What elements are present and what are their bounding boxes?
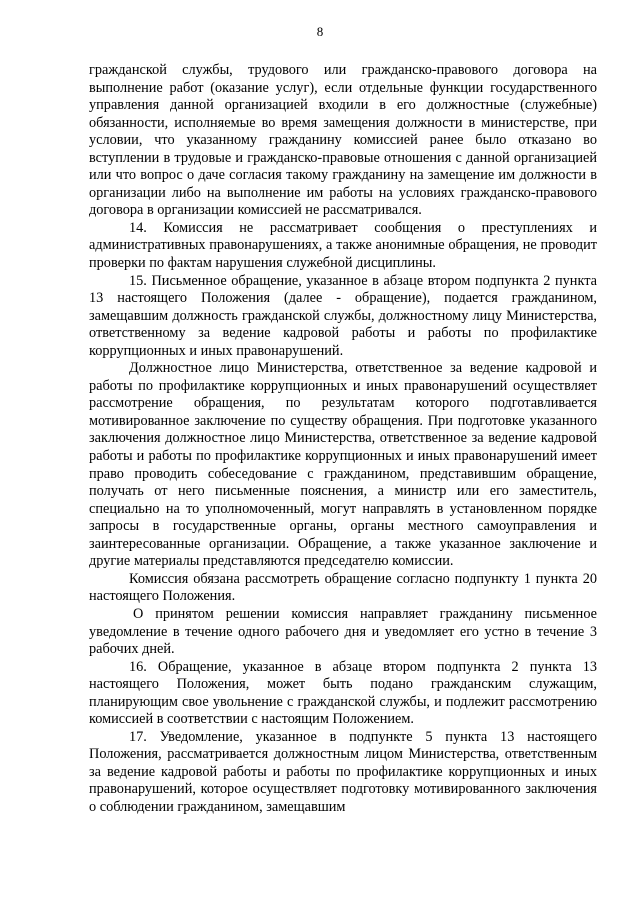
paragraph-16: 16. Обращение, указанное в абзаце втором подпункта 2 пункта 13 настоящего Положения, может быть подано гражданским служащим, планирующим свое увольнение с гражданской службы, и подлежит рассмотрению комиссией в соответствии с настоящим Положением. xyxy=(89,658,597,728)
paragraph-continuation: гражданской службы, трудового или гражданско-правового договора на выполнение работ (оказание услуг), если отдельные функции государственного управления данной организацией входили в его должностные (служебные) обязанности, исполняемые во время замещения должности в министерстве, при условии, что указанному гражданину комиссией ранее было отказано во вступлении в трудовые и гражданско-правовые отношения с данной организацией или что вопрос о даче согласия такому гражданину на замещение им должности в организации либо на выполнение им работы на условиях гражданско-правового договора в организации комиссией не рассматривался. xyxy=(89,62,597,219)
paragraph-notification: О принятом решении комиссия направляет гражданину письменное уведомление в течение одного рабочего дня и уведомляет его устно в течение 3 рабочих дней. xyxy=(89,605,597,658)
paragraph-14: 14. Комиссия не рассматривает сообщения о преступлениях и административных правонарушениях, а также анонимные обращения, не проводит проверки по фактам нарушения служебной дисциплины. xyxy=(89,219,597,272)
document-body xyxy=(89,62,597,817)
paragraph-commission-obligation: Комиссия обязана рассмотреть обращение согласно подпункту 1 пункта 20 настоящего Положения. xyxy=(89,570,597,605)
paragraph-15: 15. Письменное обращение, указанное в абзаце втором подпункта 2 пункта 13 настоящего Положения (далее - обращение), подается гражданином, замещавшим должность гражданской службы, должностному лицу Министерства, ответственному за ведение кадровой работы и работы по профилактике коррупционных и иных правонарушений. xyxy=(89,272,597,359)
page-number: 8 xyxy=(316,24,324,39)
paragraph-official-review: Должностное лицо Министерства, ответственное за ведение кадровой и работы по профилактике коррупционных и иных правонарушений осуществляет рассмотрение обращения, по результатам которого подготавливается мотивированное заключение по существу обращения. При подготовке указанного заключения должностное лицо Министерства, ответственное за ведение кадровой работы и работы по профилактике коррупционных и иных правонарушений имеет право проводить собеседование с гражданином, представившим обращение, получать от него письменные пояснения, а министр или его заместитель, специально на то уполномоченный, могут направлять в установленном порядке запросы в государственные органы, органы местного самоуправления и заинтересованные организации. Обращение, а также указанное заключение и другие материалы представляются председателю комиссии. xyxy=(89,360,597,570)
paragraph-17: 17. Уведомление, указанное в подпункте 5 пункта 13 настоящего Положения, рассматривается должностным лицом Министерства, ответственным за ведение кадровой работы и работы по профилактике коррупционных и иных правонарушений, которое осуществляет подготовку мотивированного заключения о соблюдении гражданином, замещавшим xyxy=(89,728,597,815)
